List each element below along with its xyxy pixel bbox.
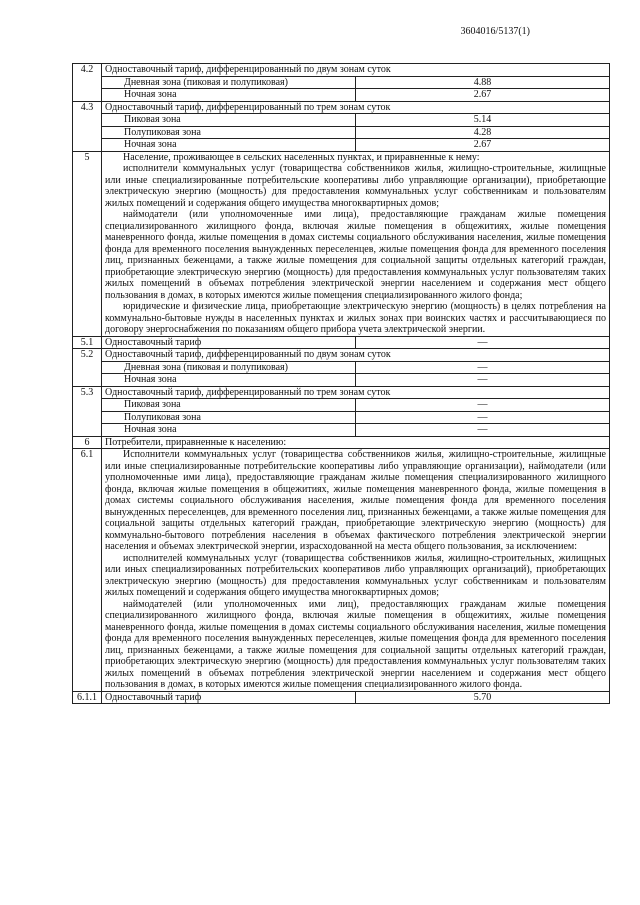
table-row: [73, 76, 610, 89]
table-row: [73, 411, 610, 424]
paragraph: исполнителей коммунальных услуг (товарищества собственников жилья, жилищно-строительных, жилищных или иных специализированных потребительских кооперативов либо управляющих организаций), приобретающих электрическую энергию (мощность) для предоставления коммунальных услуг собственникам и пользователям жилых помещений и содержания общего имущества многоквартирных домов;: [105, 552, 606, 598]
row-label: Одноставочный тариф, дифференцированный по трем зонам суток: [102, 101, 610, 114]
row-label: Одноставочный тариф: [102, 336, 356, 349]
section-text: [102, 151, 610, 336]
table-row: [73, 64, 610, 77]
row-label: Одноставочный тариф, дифференцированный по двум зонам суток: [102, 64, 610, 77]
table-row: [73, 449, 610, 692]
row-label: Дневная зона (пиковая и полупиковая): [102, 361, 356, 374]
document-number: 3604016/5137(1): [460, 26, 530, 37]
row-label: Ночная зона: [102, 139, 356, 152]
table-row: [73, 691, 610, 704]
row-label: Ночная зона: [102, 89, 356, 102]
table-row: [73, 424, 610, 437]
tariff-value: 5.14: [356, 114, 610, 127]
table-row: [73, 336, 610, 349]
tariff-value: —: [356, 411, 610, 424]
row-label: Пиковая зона: [102, 114, 356, 127]
table-row: [73, 114, 610, 127]
table-row: [73, 89, 610, 102]
tariff-value: —: [356, 361, 610, 374]
table-row: [73, 436, 610, 449]
row-number: 5.1: [73, 336, 102, 349]
table-row: [73, 374, 610, 387]
row-number: 6.1.1: [73, 691, 102, 704]
table-row: [73, 349, 610, 362]
table-row: [73, 151, 610, 336]
tariff-table: [72, 63, 610, 704]
row-label: Одноставочный тариф, дифференцированный по двум зонам суток: [102, 349, 610, 362]
row-label: Полупиковая зона: [102, 411, 356, 424]
row-label: Пиковая зона: [102, 399, 356, 412]
row-number: 4.3: [73, 101, 102, 151]
row-number: 6.1: [73, 449, 102, 692]
tariff-value: 2.67: [356, 139, 610, 152]
paragraph: исполнители коммунальных услуг (товарищества собственников жилья, жилищно-строительные, жилищные или иные специализированные потребительские кооперативы либо управляющие организации), приобретающие электрическую энергию (мощность) для предоставления коммунальных услуг собственникам и пользователям жилых помещений и содержания общего имущества многоквартирных домов;: [105, 163, 606, 209]
table-row: [73, 361, 610, 374]
row-number: 5.2: [73, 349, 102, 387]
table-row: [73, 101, 610, 114]
paragraph: Население, проживающее в сельских населенных пунктах, и приравненные к нему:: [123, 151, 480, 163]
row-label: Потребители, приравненные к населению:: [102, 436, 610, 449]
row-number: 5.3: [73, 386, 102, 436]
row-label: Ночная зона: [102, 424, 356, 437]
table-row: [73, 386, 610, 399]
paragraph: юридические и физические лица, приобретающие электрическую энергию (мощность) в целях потребления на коммунально-бытовые нужды в населенных пунктах и жилых зонах при воинских частях и рассчитывающиеся по договору энергоснабжения по показаниям общего прибора учета электрической энергии.: [105, 301, 606, 335]
tariff-value: 2.67: [356, 89, 610, 102]
row-number: 5: [73, 151, 102, 336]
tariff-value: —: [356, 399, 610, 412]
row-label: Полупиковая зона: [102, 126, 356, 139]
row-label: Одноставочный тариф: [102, 691, 356, 704]
table-row: [73, 399, 610, 412]
tariff-value: —: [356, 424, 610, 437]
row-label: Дневная зона (пиковая и полупиковая): [102, 76, 356, 89]
section-text: [102, 449, 610, 692]
table-row: [73, 139, 610, 152]
tariff-value: —: [356, 336, 610, 349]
paragraph: Исполнители коммунальных услуг (товарищества собственников жилья, жилищно-строительные, жилищные или иные специализированные потребительские кооперативы либо управляющие организации), наймодатели (или уполномоченные ими лица), предоставляющие гражданам жилые помещения специализированного жилищного фонда, включая жилые помещения в общежитиях, жилые помещения маневренного фонда, жилые помещения в домах системы социального обслуживания населения, жилые помещения фонда для временного поселения вынужденных переселенцев, для временного поселения лиц, признанных беженцами, а также жилые помещения для социальной защиты отдельных категорий граждан, приобретающие электрическую энергию (мощность) для коммунально-бытового потребления населения в объемах фактического потребления электрической энергии населения и объемах электрической энергии, израсходованной на места общего пользования, за исключением:: [105, 449, 606, 552]
tariff-value: 4.28: [356, 126, 610, 139]
row-label: Одноставочный тариф, дифференцированный по трем зонам суток: [102, 386, 610, 399]
paragraph: наймодателей (или уполномоченных ими лиц), предоставляющих гражданам жилые помещения специализированного жилищного фонда, включая жилые помещения в общежитиях, жилые помещения маневренного фонда, жилые помещения в домах системы социального обслуживания населения, жилые помещения фонда для временного поселения вынужденных переселенцев, жилые помещения фонда для временного поселения лиц, признанных беженцами, а также жилые помещения для социальной защиты отдельных категорий граждан, приобретающих электрическую энергию (мощность) для предоставления коммунальных услуг пользователям таких жилых помещений в объемах потребления электрической энергии населением и содержания мест общего пользования в домах, в которых имеются жилые помещения специализированного жилого фонда.: [105, 598, 606, 690]
tariff-value: —: [356, 374, 610, 387]
table-row: [73, 126, 610, 139]
row-label: Ночная зона: [102, 374, 356, 387]
row-number: 6: [73, 436, 102, 449]
paragraph: наймодатели (или уполномоченные ими лица), предоставляющие гражданам жилые помещения специализированного жилищного фонда, включая жилые помещения в общежитиях, жилые помещения маневренного фонда, жилые помещения в домах системы социального обслуживания населения, жилые помещения фонда для временного поселения вынужденных переселенцев, жилые помещения фонда для временного поселения лиц, признанных беженцами, а также жилые помещения для социальной защиты отдельных категорий граждан, приобретающие электрическую энергию (мощность) для предоставления коммунальных услуг пользователям таких жилых помещений в объемах потребления электрической энергии населением и содержания мест общего пользования в домах, в которых имеются жилые помещения специализированного жилого фонда;: [105, 209, 606, 301]
row-number: 4.2: [73, 64, 102, 102]
tariff-value: 5.70: [356, 691, 610, 704]
tariff-value: 4.88: [356, 76, 610, 89]
